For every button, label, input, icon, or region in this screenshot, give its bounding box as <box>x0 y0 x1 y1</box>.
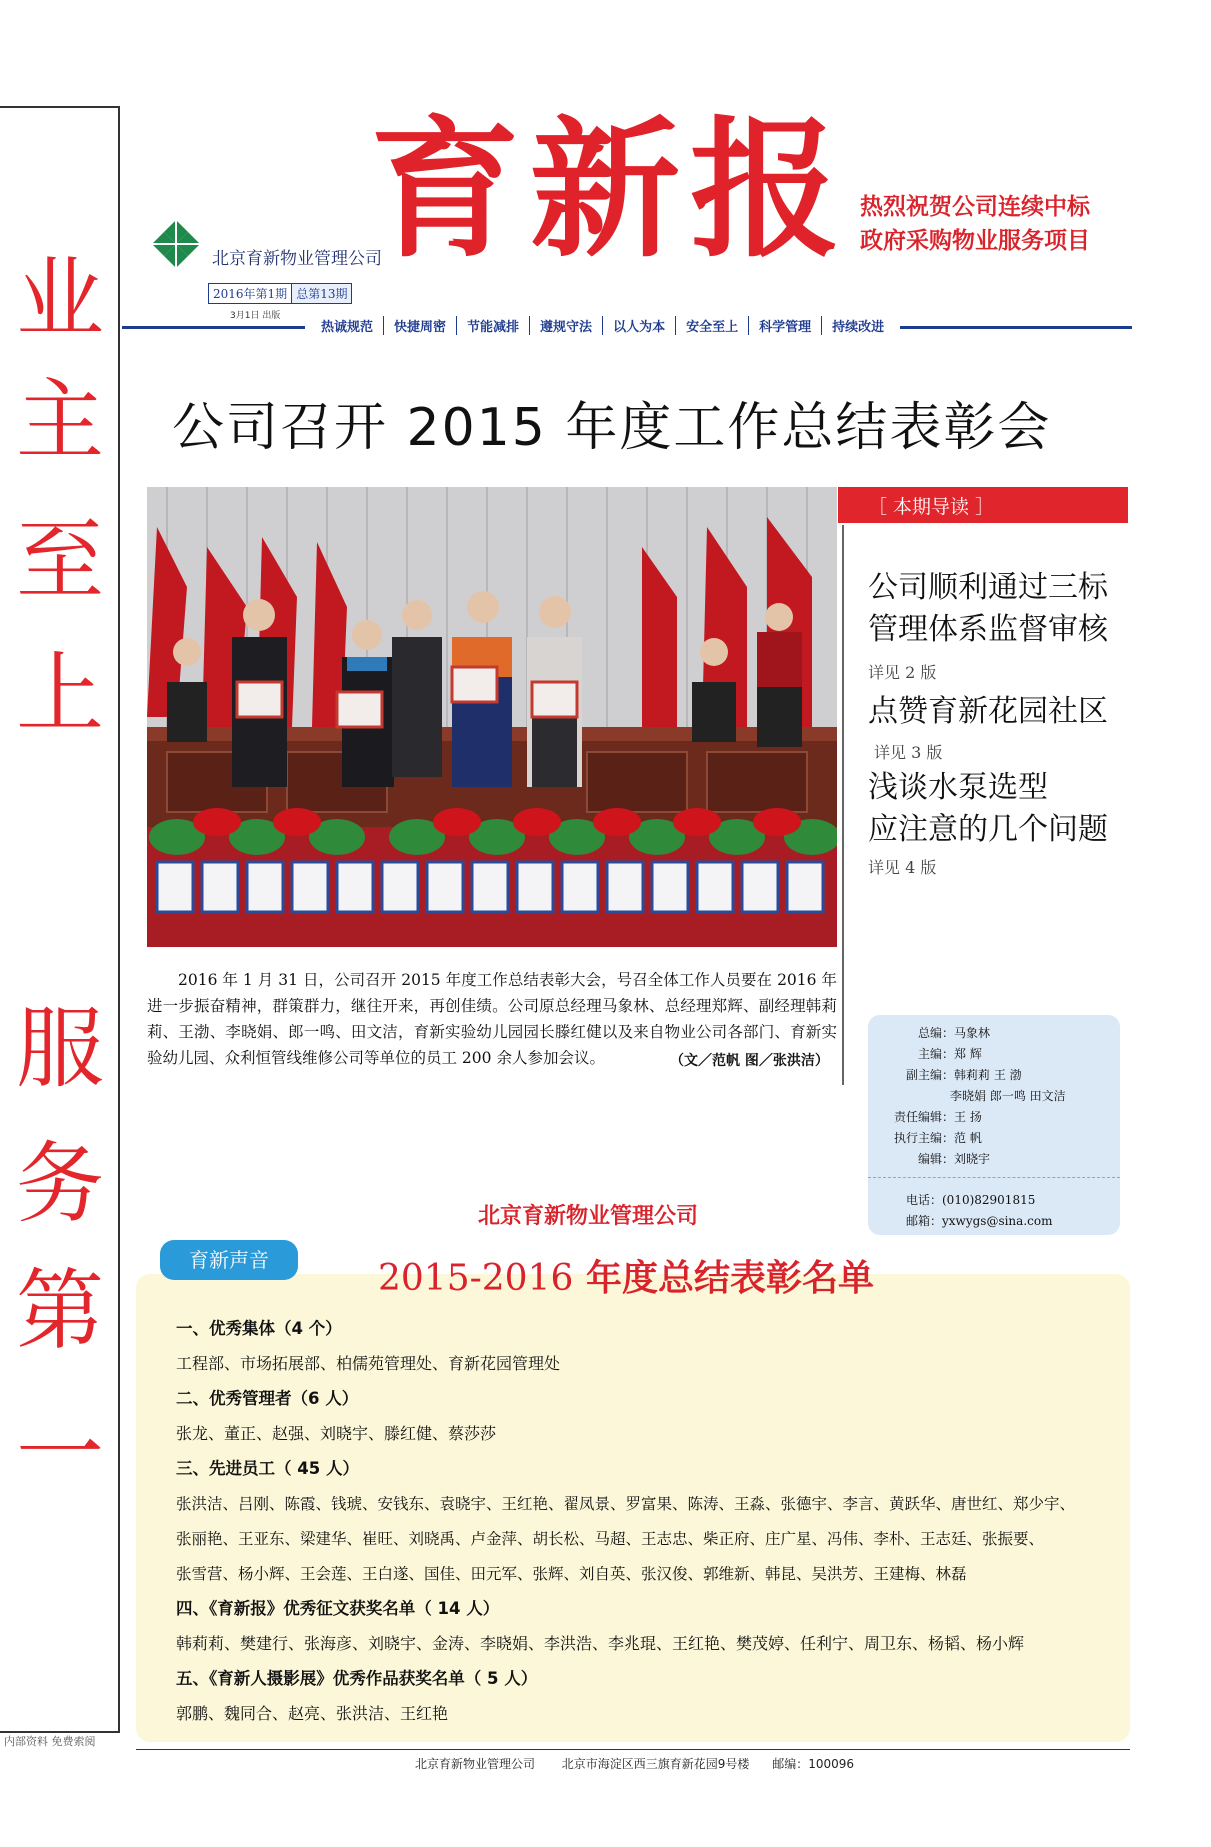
award-title-text: 年度总结表彰名单 <box>573 1258 874 1299</box>
congrats-line: 热烈祝贺公司连续中标 <box>860 194 1090 220</box>
company-name: 北京育新物业管理公司 <box>212 249 382 269</box>
congrats-line: 政府采购物业服务项目 <box>860 228 1090 254</box>
motto-item: 热诚规范 <box>311 316 384 335</box>
photo-credit: （文／范帆 图／张洪洁） <box>670 1053 829 1069</box>
issue-total: 总第13期 <box>291 284 351 303</box>
staff-line: 执行主编：范 帆 <box>894 1131 982 1145</box>
side-char: 上 <box>15 642 104 745</box>
footer-postcode: 邮编：100096 <box>772 1757 855 1771</box>
award-category: 四、《育新报》优秀征文获奖名单（ 14 人） <box>176 1599 500 1618</box>
award-names: 工程部、市场拓展部、柏儒苑管理处、育新花园管理处 <box>176 1354 561 1373</box>
toc-item-page: 详见 2 版 <box>868 663 937 682</box>
motto-item: 以人为本 <box>603 316 676 335</box>
motto-item: 科学管理 <box>749 316 822 335</box>
motto-item: 安全至上 <box>676 316 749 335</box>
footer-rule <box>136 1749 1130 1750</box>
side-footer-note: 内部资料 免费索阅 <box>4 1735 96 1748</box>
staff-line: 副主编：韩莉莉 王 渤 <box>906 1068 1022 1082</box>
editorial-staff-box <box>868 1015 1120 1235</box>
award-names: 郭鹏、魏同合、赵亮、张洪洁、王红艳 <box>176 1704 449 1723</box>
toc-label: ［ 本期导读 ］ <box>868 496 995 518</box>
motto-item: 快捷周密 <box>384 316 457 335</box>
toc-item-title: 公司顺利通过三标 <box>868 570 1108 605</box>
footer-address: 北京市海淀区西三旗育新花园9号楼 <box>561 1757 750 1771</box>
motto-item: 节能减排 <box>457 316 530 335</box>
side-char: 务 <box>15 1132 104 1235</box>
staff-line: 总编：马象林 <box>918 1026 991 1040</box>
toc-item-title: 点赞育新花园社区 <box>868 694 1108 729</box>
side-char: 服 <box>15 997 104 1100</box>
award-title-year: 2015-2016 <box>378 1258 574 1299</box>
toc-item-title: 浅谈水泵选型 <box>868 770 1048 805</box>
motto-item: 遵规守法 <box>530 316 603 335</box>
award-company: 北京育新物业管理公司 <box>478 1204 699 1229</box>
column-divider <box>842 525 844 1085</box>
toc-item-title: 应注意的几个问题 <box>868 812 1108 847</box>
award-names: 张雪营、杨小辉、王会莲、王白遂、国佳、田元军、张辉、刘自英、张汉俊、郭维新、韩昆、吴洪芳、王建梅、林磊 <box>176 1565 967 1583</box>
staff-line: 编辑：刘晓宇 <box>918 1152 991 1166</box>
staff-line: 责任编辑：王 扬 <box>894 1110 982 1124</box>
staff-email: 邮箱：yxwygs@sina.com <box>906 1214 1053 1228</box>
motto-item: 持续改进 <box>832 320 885 335</box>
congrats-banner <box>860 190 1180 258</box>
publish-date: 3月1日 出版 <box>230 311 281 321</box>
side-char: 主 <box>15 369 104 472</box>
award-category: 三、先进员工（ 45 人） <box>176 1459 359 1478</box>
staff-phone: 电话：(010)82901815 <box>906 1193 1036 1207</box>
award-names: 张洪洁、吕刚、陈霞、钱琥、安钱东、袁晓宇、王红艳、翟凤景、罗富果、陈涛、王淼、张德宇、李言、黄跃华、唐世红、郑少宇、 <box>176 1495 1076 1513</box>
issue-box <box>208 283 352 304</box>
toc-item-page: 详见 4 版 <box>868 858 937 877</box>
motto-bar <box>305 316 900 335</box>
toc-item-page: 详见 3 版 <box>874 743 943 762</box>
side-char: 至 <box>15 509 104 612</box>
page-footer <box>415 1755 854 1772</box>
award-category: 二、优秀管理者（6 人） <box>176 1389 359 1408</box>
staff-line: 主编：郑 辉 <box>918 1047 982 1061</box>
staff-line: 李晓娟 郎一鸣 田文洁 <box>950 1089 1066 1103</box>
award-category: 五、《育新人摄影展》优秀作品获奖名单（ 5 人） <box>176 1669 538 1688</box>
award-names: 张丽艳、王亚东、梁建华、崔旺、刘晓禹、卢金萍、胡长松、马超、王志忠、柴正府、庄广星、冯伟、李朴、王志廷、张振要、 <box>176 1530 1045 1548</box>
issue-number: 2016年第1期 <box>213 287 288 301</box>
photo-caption: 2016 年 1 月 31 日，公司召开 2015 年度工作总结表彰大会，号召全体工作人员要在 2016 年进一步振奋精神，群策群力，继往开来，再创佳绩。公司原总经理马象林、总经理郑辉、副经理韩莉莉、王渤、李晓娟、郎一鸣、田文洁，育新实验幼儿园园长滕红健以及来自物业公司各部门、育新实验幼儿园、众利恒管线维修公司等单位的员工 200 余人参加会议。 <box>147 971 837 1067</box>
toc-item-title: 管理体系监督审核 <box>868 612 1108 647</box>
award-ceremony-photo <box>147 487 837 947</box>
side-char: 第 <box>15 1259 104 1362</box>
side-char: 业 <box>15 247 104 350</box>
company-logo-icon <box>150 218 202 270</box>
award-names: 张龙、董正、赵强、刘晓宇、滕红健、蔡莎莎 <box>176 1424 497 1443</box>
headline: 公司召开 2015 年度工作总结表彰会 <box>172 398 1052 458</box>
side-char: 一 <box>15 1402 104 1505</box>
award-title <box>378 1250 874 1301</box>
newspaper-title: 育新报 <box>370 102 851 278</box>
award-names: 韩莉莉、樊建行、张海彦、刘晓宇、金涛、李晓娟、李洪浩、李兆琨、王红艳、樊茂婷、任利宁、周卫东、杨韬、杨小辉 <box>176 1634 1025 1653</box>
award-category: 一、优秀集体（4 个） <box>176 1319 342 1338</box>
footer-company: 北京育新物业管理公司 <box>415 1757 536 1771</box>
staff-divider <box>868 1177 1120 1178</box>
section-tab: 育新声音 <box>160 1240 298 1280</box>
